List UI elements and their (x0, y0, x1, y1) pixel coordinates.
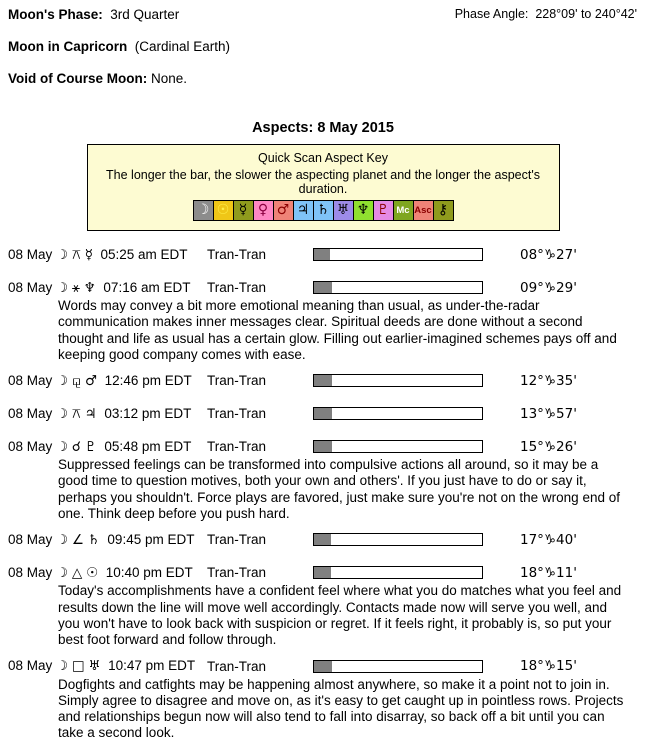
aspect-row (8, 280, 638, 295)
aspect-key-subtitle: The longer the bar, the slower the aspecting planet and the longer the aspect's duration. (106, 168, 540, 196)
duration-bar-fill (314, 567, 331, 578)
aspect-key-title: Quick Scan Aspect Key (258, 151, 388, 165)
neptune-icon: ♆ (83, 279, 96, 296)
moons-phase-value: 3rd Quarter (110, 7, 180, 22)
mercury-icon: ☿ (84, 246, 93, 263)
moon-sign-line (8, 39, 638, 54)
aspect-row-left (8, 247, 207, 263)
duration-bar-fill (314, 534, 331, 545)
void-of-course-value: None. (151, 71, 188, 86)
row-transit-type: Tran-Tran (207, 439, 267, 455)
row-transit-type: Tran-Tran (207, 247, 267, 262)
row-transit-type: Tran-Tran (207, 532, 267, 548)
midheaven-icon: Mc (394, 201, 414, 220)
row-transit-type: Tran-Tran (207, 658, 267, 674)
moon-icon: ☽ (56, 438, 69, 455)
aspect-row-block (8, 280, 638, 363)
mars-icon: ♂ (274, 201, 294, 220)
aspect-description: Words may convey a bit more emotional meaning than usual, as under-the-radar communication makes inner messages clear. Spiritual deeds are done without a second thought and life as usual has a certain glow. Filling out earlier-imagined schemes pays off and keeping good company comes with ease. (58, 298, 617, 362)
row-time: 05:25 am EDT (100, 246, 188, 262)
phase-angle-label: Phase Angle: (454, 7, 529, 21)
mars-icon: ♂ (85, 372, 98, 389)
duration-bar (313, 533, 483, 546)
moons-phase-label: Moon's Phase: (8, 7, 103, 22)
aspect-row (8, 439, 638, 454)
aspect-row-block (8, 659, 638, 742)
void-of-course-line (8, 71, 638, 86)
row-time: 09:45 pm EDT (107, 531, 195, 547)
row-date: 08 May (8, 531, 53, 547)
row-date: 08 May (8, 405, 53, 421)
aspect-row-block (8, 247, 638, 262)
aspect-row-block (8, 406, 638, 421)
moon-icon: ☽ (194, 201, 214, 220)
trine-aspect-icon: △ (71, 564, 83, 581)
moon-icon: ☽ (56, 279, 69, 296)
duration-bar (313, 440, 483, 453)
moon-icon: ☽ (56, 658, 69, 675)
sextile-aspect-icon: ⚹ (71, 279, 81, 296)
aspect-row-left (8, 532, 207, 548)
duration-bar (313, 660, 483, 673)
row-time: 07:16 am EDT (103, 279, 191, 295)
aspect-row-block (8, 373, 638, 388)
aspect-row-left (8, 373, 207, 389)
phase-angle-value: 228°09' to 240°42' (535, 7, 637, 21)
sun-icon: ☉ (214, 201, 234, 220)
row-transit-type: Tran-Tran (207, 373, 267, 389)
row-transit-type: Tran-Tran (207, 406, 267, 422)
conjunction-aspect-icon: ☌ (71, 438, 81, 455)
moon-icon: ☽ (56, 372, 69, 389)
mercury-icon: ☿ (234, 201, 254, 220)
jupiter-icon: ♃ (84, 405, 97, 422)
row-position-value: 18°♑15' (520, 658, 577, 675)
pluto-icon: ♇ (84, 438, 97, 455)
chiron-icon: ⚷ (434, 201, 453, 220)
aspect-row (8, 406, 638, 421)
row-position-value: 08°♑27' (520, 246, 577, 263)
aspect-row (8, 247, 638, 262)
aspect-row (8, 659, 638, 674)
aspect-row-block (8, 532, 638, 547)
sun-icon: ☉ (86, 564, 99, 581)
aspect-row-block (8, 439, 638, 522)
duration-bar (313, 407, 483, 420)
duration-bar (313, 374, 483, 387)
saturn-icon: ♄ (314, 201, 334, 220)
uranus-icon: ♅ (88, 658, 101, 675)
aspect-row-left (8, 439, 207, 455)
aspect-list (8, 247, 638, 742)
row-position-value: 12°♑35' (520, 372, 577, 389)
duration-bar-fill (314, 441, 332, 452)
aspect-row (8, 532, 638, 547)
quick-scan-aspect-key (87, 144, 560, 231)
semisquare-aspect-icon: ∠ (71, 531, 85, 548)
uranus-icon: ♅ (334, 201, 354, 220)
row-transit-type: Tran-Tran (207, 280, 267, 295)
quincunx-aspect-icon: ⚻ (71, 246, 81, 263)
duration-bar (313, 281, 483, 294)
row-time: 10:40 pm EDT (105, 564, 193, 580)
row-date: 08 May (8, 658, 53, 674)
square-aspect-icon: □ (71, 658, 85, 675)
duration-bar (313, 566, 483, 579)
aspect-row (8, 373, 638, 388)
row-time: 12:46 pm EDT (104, 372, 192, 388)
row-date: 08 May (8, 372, 53, 388)
ascendant-icon: Asc (414, 201, 434, 220)
moon-sign-value: (Cardinal Earth) (134, 39, 231, 54)
saturn-icon: ♄ (87, 531, 100, 548)
void-of-course-label: Void of Course Moon: (8, 71, 148, 86)
row-time: 03:12 pm EDT (104, 405, 192, 421)
moon-icon: ☽ (56, 564, 69, 581)
row-position-value: 15°♑26' (520, 438, 577, 455)
moon-icon: ☽ (56, 246, 69, 263)
aspect-row-block (8, 565, 638, 648)
row-position-value: 18°♑11' (520, 564, 577, 581)
pluto-icon: ♇ (374, 201, 394, 220)
moon-sign-label: Moon in Capricorn (8, 39, 128, 54)
row-date: 08 May (8, 438, 53, 454)
row-position-value: 13°♑57' (520, 405, 577, 422)
row-position-value: 09°♑29' (520, 279, 577, 296)
phase-angle (455, 7, 637, 21)
row-date: 08 May (8, 564, 53, 580)
jupiter-icon: ♃ (294, 201, 314, 220)
duration-bar (313, 248, 483, 261)
sesquiquadrate-aspect-icon: ⚼ (71, 372, 82, 389)
row-date: 08 May (8, 246, 53, 262)
row-date: 08 May (8, 279, 53, 295)
aspect-row-left (8, 658, 207, 674)
aspect-row-left (8, 565, 207, 581)
duration-bar-fill (314, 661, 332, 672)
duration-bar-fill (314, 408, 332, 419)
aspect-description: Today's accomplishments have a confident feel where what you do matches what you feel and results down the line will move well accordingly. Contacts made now will serve you well, and you won't have to look back with suspicion or regret. If it feels right, it probably is, so put your best foot forward and follow through. (58, 583, 622, 648)
duration-bar-fill (314, 282, 332, 293)
aspects-title: Aspects: 8 May 2015 (252, 120, 394, 136)
aspect-row-left (8, 406, 207, 422)
aspect-row-left (8, 280, 207, 296)
aspect-description: Dogfights and catfights may be happening almost anywhere, so make it a point not to join in. Simply agree to disagree and move on, as it's easy to get caught up in pointless rows. Projects and relationships begun now will also tend to fall into disarray, so back off a bit until you can take a second look. (58, 676, 624, 741)
aspect-row (8, 565, 638, 580)
neptune-icon: ♆ (354, 201, 374, 220)
duration-bar-fill (314, 375, 332, 386)
duration-bar-fill (314, 249, 330, 260)
aspect-description: Suppressed feelings can be transformed into compulsive actions all around, so it may be a good time to question motives, both your own and others'. If you just have to do or say it, perhaps you shouldn't. Force plays are favored, just make sure you're not on the wrong end of one. Think deep before you push hard. (58, 457, 620, 522)
row-time: 10:47 pm EDT (108, 658, 196, 674)
moon-icon: ☽ (56, 405, 69, 422)
aspect-key-strip (193, 200, 454, 221)
quincunx-aspect-icon: ⚻ (71, 405, 81, 422)
moon-icon: ☽ (56, 531, 69, 548)
row-position-value: 17°♑40' (520, 531, 577, 548)
row-time: 05:48 pm EDT (104, 438, 192, 454)
row-transit-type: Tran-Tran (207, 565, 267, 581)
venus-icon: ♀ (254, 201, 274, 220)
